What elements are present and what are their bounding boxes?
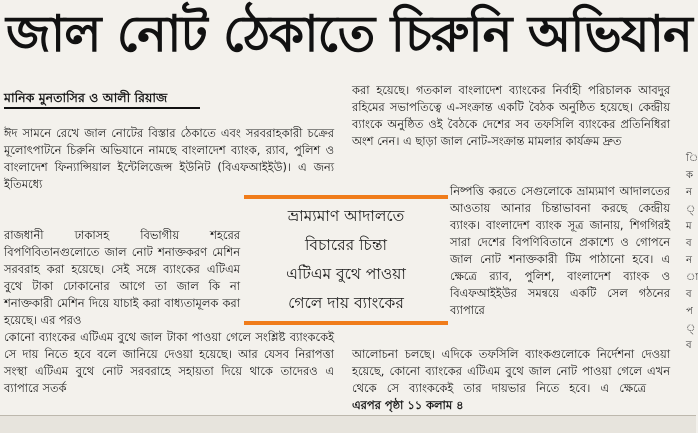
paragraph-right-bottom-text: আলোচনা চলছে। এদিকে তফসিলি ব্যাংকগুলোকে নির্দেশনা দেওয়া হয়েছে, কোনো ব্যাংকের এটিএম বুথে জাল নোট পাওয়া গেলে এখন থেকে সে ব্যাংককেই তার দায়ভার নিতে হবে। এ ক্ষেত্রে xyxy=(352,347,670,395)
fragment-char: ্ xyxy=(686,323,696,334)
paragraph-left-top: ঈদ সামনে রেখে জাল নোটের বিস্তার ঠেকাতে এবং সরবরাহকারী চক্রের মূলোৎপাটনে চিরুনি অভিযানে নামছে বাংলাদেশ ব্যাংক, র‍্যাব, পুলিশ ও বাংলাদেশ ফিন্যান্সিয়াল ইন্টেলিজেন্স ইউনিট (বিএফআইইউ)। এ জন্য ইতিমধ্যে xyxy=(4,126,334,191)
left-column-top xyxy=(4,125,334,193)
fragment-char: ক xyxy=(686,170,693,181)
paragraph-right-top: করা হয়েছে। গতকাল বাংলাদেশ ব্যাংকের নির্বাহী পরিচালক আবদুর রহিমের সভাপতিত্বে এ-সংক্রান্ত একটি বৈঠক অনুষ্ঠিত হয়েছে। কেন্দ্রীয় ব্যাংকে অনুষ্ঠিত ওই বৈঠকে দেশের সব তফসিলি ব্যাংকের প্রতিনিধিরা অংশ নেন। এ ছাড়া জাল নোট-সংক্রান্ত মামলার কার্যক্রম দ্রুত xyxy=(352,83,670,148)
pull-quote xyxy=(244,195,448,325)
page-bottom-strip xyxy=(0,415,696,433)
fragment-char: ব xyxy=(686,238,692,249)
fragment-char: ব xyxy=(686,340,692,351)
fragment-char: া xyxy=(686,272,698,283)
left-column-bottom xyxy=(4,329,334,397)
pull-quote-line: ভ্রাম্যমাণ আদালতে xyxy=(287,207,405,225)
paragraph-left-bottom: কোনো ব্যাংকের এটিএম বুথে জাল টাকা পাওয়া গেলে সংশ্লিষ্ট ব্যাংককেই সে দায় নিতে হবে বলে জানিয়ে দেওয়া হয়েছে। আর যেসব নিরাপত্তা সংস্থা এটিএম বুথে নোট সরবরাহে সহায়তা দিয়ে থাকে তাদেরও এ ব্যাপারে সতর্ক xyxy=(4,330,334,395)
right-column-bottom xyxy=(352,346,670,414)
paragraph-left-middle: রাজধানী ঢাকাসহ বিভাগীয় শহরের বিপণিবিতানগুলোতে জাল নোট শনাক্তকরণ মেশিন সরবরাহ করা হয়েছে। সেই সঙ্গে ব্যাংকের এটিএম বুথে টাকা ঢোকানোর আগে তা জাল কি না শনাক্তকারী মেশিন দিয়ে যাচাই করা বাধ্যতামূলক করা হয়েছে। এর পরও xyxy=(4,228,240,327)
fragment-char: ন xyxy=(686,255,692,266)
fragment-char: ম xyxy=(686,221,692,232)
right-column-top xyxy=(352,82,670,150)
right-column-middle xyxy=(450,183,670,319)
pull-quote-line: গেলে দায় ব্যাংকের xyxy=(288,294,404,312)
byline: মানিক মুনতাসির ও আলী রিয়াজ xyxy=(4,90,200,109)
paragraph-right-middle: নিষ্পত্তি করতে সেগুলোকে ভ্রাম্যমাণ আদালতের আওতায় আনার চিন্তাভাবনা করছে কেন্দ্রীয় ব্যাংক। বাংলাদেশ ব্যাংক সূত্র জানায়, শিগগিরই সারা দেশের বিপণিবিতানে প্রকাশ্যে ও গোপনে জাল নোট শনাক্তকারী টিম পাঠানো হবে। এ ক্ষেত্রে র‍্যাব, পুলিশ, বাংলাদেশ ব্যাংক ও বিএফআইইউর সমন্বয়ে একটি সেল গঠনের ব্যাপারে xyxy=(450,184,670,317)
fragment-char: ্ xyxy=(686,204,696,215)
fragment-char: ব xyxy=(686,289,692,300)
paragraph-right-bottom xyxy=(352,346,670,414)
headline: জাল নোট ঠেকাতে চিরুনি অভিযান xyxy=(6,5,692,63)
fragment-char: প xyxy=(686,306,693,317)
adjacent-article-fragment xyxy=(686,150,696,354)
continuation-jump-link: এরপর পৃষ্ঠা ১১ কলাম ৪ xyxy=(352,398,464,412)
fragment-char: ন xyxy=(686,187,692,198)
pull-quote-line: এটিএম বুথে পাওয়া xyxy=(286,265,406,283)
pull-quote-line: বিচারের চিন্তা xyxy=(304,236,388,254)
fragment-char: ি xyxy=(686,153,698,164)
left-column-middle xyxy=(4,227,240,329)
